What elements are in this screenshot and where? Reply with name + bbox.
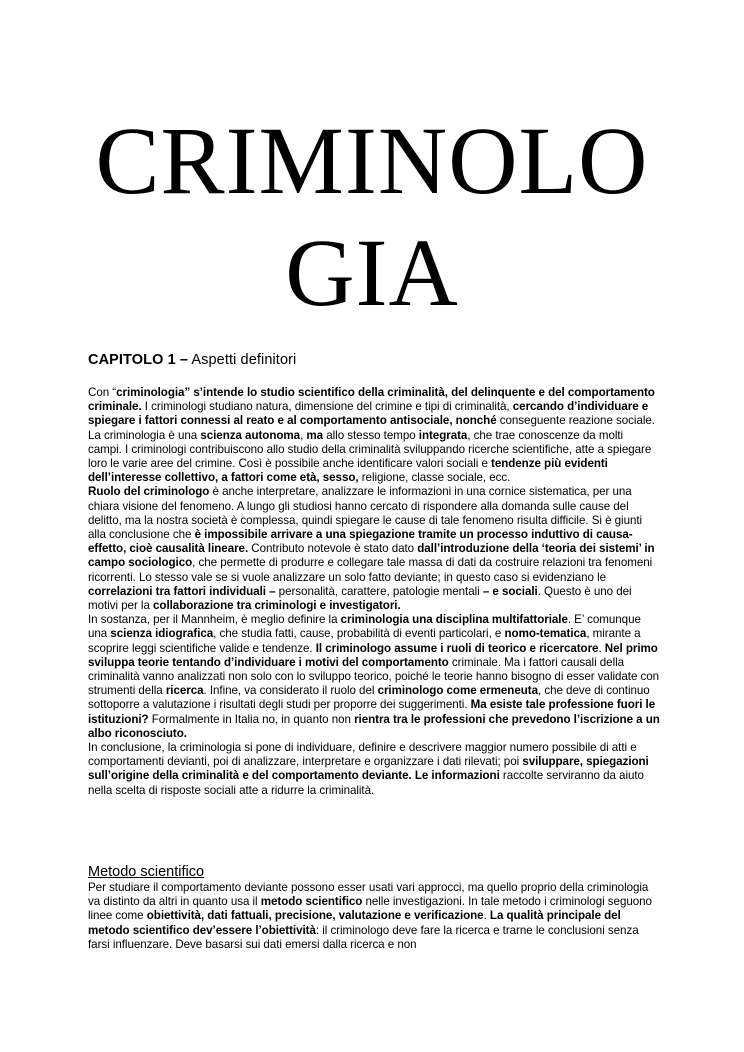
chapter-subtitle: Aspetti definitori bbox=[191, 352, 297, 368]
intro-paragraph-4 bbox=[88, 741, 660, 798]
chapter-heading bbox=[88, 352, 296, 368]
bold-text-run: nomo-tematica bbox=[504, 627, 587, 641]
text-run: Con “ bbox=[88, 386, 117, 399]
intro-section bbox=[88, 386, 660, 798]
bold-text-run: è impossibile arrivare a una spiegazione tramite un processo induttivo di causa-effetto, cioè causalità lineare. bbox=[88, 528, 633, 556]
bold-text-run: Le informazioni bbox=[414, 769, 500, 783]
intro-paragraph-1 bbox=[88, 386, 660, 485]
text-run: , mirante a scoprire leggi scientifiche valide e tendenze. bbox=[88, 627, 641, 655]
bold-text-run: Ma esiste tale professione fuori le istituzioni? bbox=[88, 698, 656, 726]
bold-text-run: scienza idiografica bbox=[110, 627, 214, 641]
text-run: nelle investigazioni. In tale metodo i criminologi seguono linee come bbox=[88, 895, 652, 923]
text-run: , che studia fatti, cause, probabilità di eventi particolari, e bbox=[213, 627, 505, 641]
text-run: Contributo notevole è stato dato bbox=[248, 542, 418, 556]
bold-text-run: tendenze più evidenti dell’interesse collettivo, a fattori come età, sesso, bbox=[88, 457, 608, 485]
text-run: . bbox=[598, 641, 605, 655]
bold-text-run: Il criminologo assume i ruoli di teorico e ricercatore bbox=[315, 641, 599, 655]
bold-text-run: correlazioni tra fattori individuali – bbox=[88, 584, 276, 598]
text-run: Formalmente in Italia no, in quanto non bbox=[148, 712, 355, 726]
bold-text-run: sviluppare, spiegazioni sull’origine della criminalità e del comportamento deviante. bbox=[88, 755, 649, 783]
text-run: religione, classe sociale, ecc. bbox=[358, 471, 511, 485]
text-run: In conclusione, la criminologia si pone di individuare, definire e descrivere maggior numero possibile di atti e comportamenti devianti, poi di analizzare, interpretare e organizzare i dati rilevati; poi bbox=[88, 741, 637, 769]
bold-text-run: dall’introduzione della ‘teoria dei sistemi’ in campo sociologico bbox=[88, 542, 655, 570]
bold-text-run: Nel primo sviluppa teorie tentando d’individuare i motivi del comportamento bbox=[88, 641, 658, 669]
bold-text-run: ma bbox=[306, 428, 324, 442]
text-run: Per studiare il comportamento deviante possono esser usati vari approcci, ma quello proprio della criminologia va distinto da altri in quanto usa il bbox=[88, 881, 649, 909]
bold-text-run: rientra tra le professioni che prevedono l’iscrizione a un albo riconosciuto. bbox=[88, 712, 660, 740]
text-run: : il criminologo deve fare la ricerca e trarne le conclusioni senza farsi influenzare. Deve basarsi sui dati emersi dalla ricerca e non bbox=[88, 923, 639, 951]
text-run: , che permette di produrre e collegare tale massa di dati da costruire relazioni tra fenomeni ricorrenti. Lo stesso vale se si vuole analizzare un solo fatto deviante; in questo caso si evidenziano le bbox=[88, 556, 653, 584]
document-title-line-1: CRIMINOLO bbox=[95, 107, 649, 214]
bold-text-run: ricerca bbox=[165, 684, 204, 698]
text-run: . Infine, va considerato il ruolo del bbox=[203, 684, 378, 698]
bold-text-run: La qualità principale del metodo scientifico dev’essere l’obiettività bbox=[88, 909, 621, 937]
bold-text-run: integrata bbox=[418, 428, 468, 442]
text-run: . Questo è uno dei motivi per la bbox=[88, 584, 632, 613]
bold-text-run: criminologia” s’intende lo studio scientifico della criminalità, del delinquente e del comportamento criminale. bbox=[88, 386, 655, 414]
chapter-label: CAPITOLO 1 – bbox=[88, 352, 189, 368]
section-heading-metodo: Metodo scientifico bbox=[88, 864, 205, 880]
text-run: , che deve di continuo sottoporre a valutazione i risultati degli studi per proporre dei suggerimenti. bbox=[88, 684, 650, 712]
bold-text-run: criminologo come ermeneuta bbox=[377, 684, 538, 698]
metodo-paragraph-1 bbox=[88, 881, 660, 952]
text-run: , bbox=[300, 428, 307, 442]
text-run: allo stesso tempo bbox=[323, 428, 419, 442]
metodo-section bbox=[88, 881, 660, 952]
text-run: conseguente reazione sociale. La criminologia è una bbox=[88, 414, 655, 442]
bold-text-run: criminologia una disciplina multifattoriale bbox=[340, 613, 568, 627]
text-run: In sostanza, per il Mannheim, è meglio definire la bbox=[88, 613, 341, 627]
bold-text-run: Ruolo del criminologo bbox=[88, 485, 210, 499]
text-run: è anche interpretare, analizzare le informazioni in una cornice sistematica, per una chiara visione del fenomeno. A lungo gli studiosi hanno cercato di rispondere alla domanda sulle cause del delitto, ma la nostra società è complessa, quindi spiegare le cause di tale fenomeno risulta difficile. Si è giunti alla conclusione che bbox=[88, 485, 643, 542]
bold-text-run: – e sociali bbox=[482, 584, 538, 598]
bold-text-run: collaborazione tra criminologi e investigatori. bbox=[153, 599, 401, 613]
intro-paragraph-2 bbox=[88, 485, 660, 613]
text-run: . E’ comunque una bbox=[88, 613, 641, 641]
text-run: criminale. Ma i fattori causali della criminalità vanno analizzati non solo con lo sviluppo teorico, poiché le teorie hanno bisogno di esser validate con strumenti della bbox=[88, 655, 660, 698]
intro-paragraph-3 bbox=[88, 613, 660, 741]
text-run: I criminologi studiano natura, dimensione del crimine e tipi di criminalità, bbox=[141, 400, 513, 414]
document-title-line-2: GIA bbox=[285, 219, 459, 326]
bold-text-run: scienza autonoma bbox=[200, 428, 301, 442]
bold-text-run: metodo scientifico bbox=[260, 895, 363, 909]
bold-text-run: cercando d’individuare e spiegare i fattori connessi al reato e al comportamento antisociale, nonché bbox=[88, 400, 649, 428]
text-run: . bbox=[483, 909, 490, 923]
text-run: personalità, carattere, patologie mentali bbox=[275, 584, 483, 598]
bold-text-run: obiettività, dati fattuali, precisione, valutazione e verificazione bbox=[146, 909, 484, 923]
text-run: , che trae conoscenze da molti campi. I criminologi contribuiscono allo studio della criminalità sviluppando ricerche scientifiche, atte a spiegare loro le varie aree del crimine. Così è possibile anche identificare valori sociali e bbox=[88, 428, 652, 471]
text-run: raccolte serviranno da aiuto nella scelta di risposte sociali atte a ridurre la criminalità. bbox=[88, 769, 644, 797]
